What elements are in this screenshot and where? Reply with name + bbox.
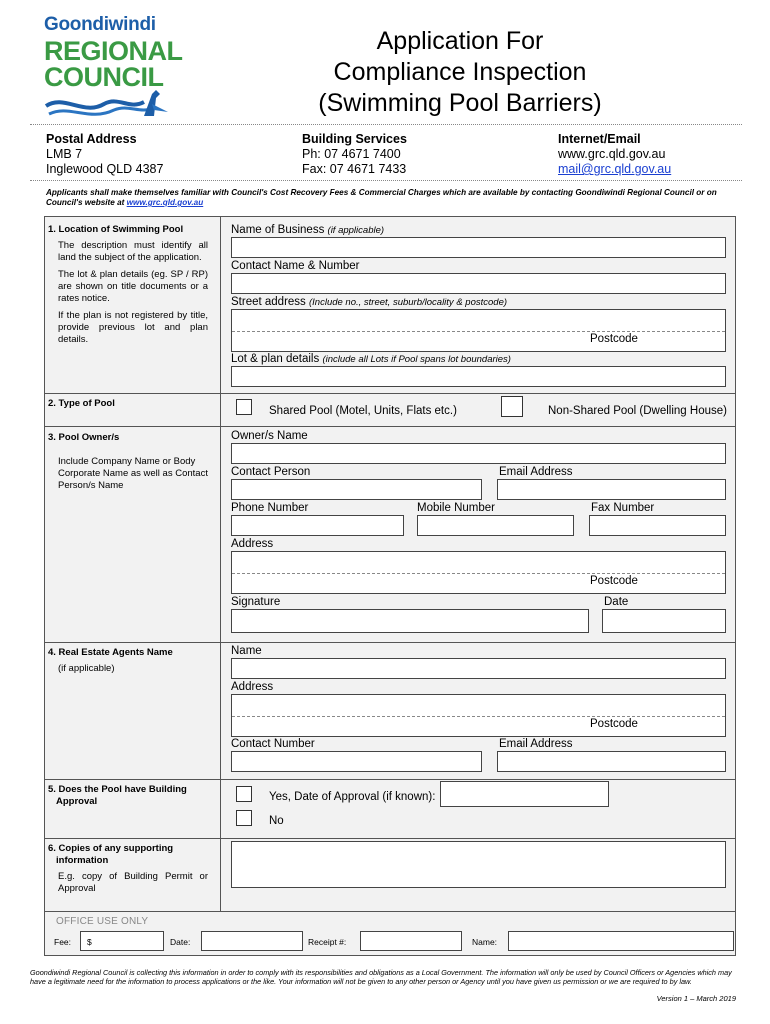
- section-divider: [44, 642, 736, 643]
- office-use-panel: [44, 912, 736, 956]
- approval-yes-label: Yes, Date of Approval (if known):: [269, 791, 436, 803]
- section-divider: [44, 779, 736, 780]
- contact-name-input[interactable]: [231, 273, 726, 294]
- section-4-info: [48, 647, 210, 675]
- divider: [30, 124, 742, 125]
- section-4-body: (if applicable): [58, 663, 115, 674]
- section-5-title-line1: 5. Does the Pool have Building: [48, 784, 187, 795]
- phone-number-input[interactable]: [231, 515, 404, 536]
- owner-address-input[interactable]: [231, 551, 726, 594]
- agent-name-label: Name: [231, 645, 262, 657]
- building-phone: Ph: 07 4671 7400: [302, 147, 401, 161]
- mobile-number-label: Mobile Number: [417, 502, 495, 514]
- receipt-label: Receipt #:: [308, 937, 347, 947]
- non-shared-pool-label: Non-Shared Pool (Dwelling House): [548, 405, 727, 417]
- section-1-para1: The description must identify all land the subject of the application.: [58, 240, 208, 263]
- council-logo: [44, 14, 183, 122]
- section-6-title-line2: information: [56, 855, 109, 866]
- lot-plan-label: [231, 353, 511, 366]
- section-5-info: [48, 784, 213, 808]
- agent-name-input[interactable]: [231, 658, 726, 679]
- section-4-title: 4. Real Estate Agents Name: [48, 647, 173, 658]
- contact-name-label: Contact Name & Number: [231, 260, 360, 272]
- owner-email-label: Email Address: [499, 466, 573, 478]
- fees-notice: [46, 188, 736, 208]
- logo-line3: COUNCIL: [44, 62, 164, 92]
- section-6-info: [48, 843, 208, 895]
- section-6-title-line1: 6. Copies of any supporting: [48, 843, 174, 854]
- office-name-input[interactable]: [508, 931, 734, 951]
- website-text: www.grc.qld.gov.au: [558, 147, 666, 161]
- owner-name-input[interactable]: [231, 443, 726, 464]
- section-1-para3: If the plan is not registered by title, provide previous lot and plan details.: [58, 310, 208, 345]
- column-divider: [220, 216, 221, 911]
- internet-email: [558, 132, 671, 177]
- title-line1: Application For: [376, 27, 544, 55]
- office-date-input[interactable]: [201, 931, 303, 951]
- signature-label: Signature: [231, 596, 281, 608]
- owner-name-label: Owner/s Name: [231, 430, 308, 442]
- fee-currency: $: [87, 937, 92, 947]
- building-fax: Fax: 07 4671 7433: [302, 162, 407, 176]
- approval-no-checkbox[interactable]: [236, 810, 252, 826]
- approval-date-input[interactable]: [440, 781, 609, 807]
- shared-pool-checkbox[interactable]: [236, 399, 252, 415]
- postcode-label: Postcode: [590, 333, 638, 345]
- section-5-title-line2: Approval: [56, 796, 98, 807]
- street-label-note: (Include no., street, suburb/locality & postcode): [309, 297, 508, 308]
- email-link[interactable]: mail@grc.qld.gov.au: [558, 162, 672, 176]
- phone-number-label: Phone Number: [231, 502, 309, 514]
- logo-line1: Goondiwindi: [44, 14, 156, 35]
- form-title: [260, 26, 660, 119]
- supporting-info-input[interactable]: [231, 841, 726, 888]
- notice-text: Applicants shall make themselves familiar with Council's Cost Recovery Fees & Commercial Charges which are available by contacting Goondiwindi Regional Council or on Council's website at: [46, 188, 717, 207]
- postal-heading: Postal Address: [46, 132, 137, 146]
- receipt-input[interactable]: [360, 931, 462, 951]
- approval-no-label: No: [269, 815, 284, 827]
- postal-line2: Inglewood QLD 4387: [46, 162, 164, 176]
- title-line3: (Swimming Pool Barriers): [318, 89, 602, 117]
- contact-person-label: Contact Person: [231, 466, 311, 478]
- logo-line2: REGIONAL: [44, 36, 183, 66]
- fax-number-label: Fax Number: [591, 502, 655, 514]
- mobile-number-input[interactable]: [417, 515, 574, 536]
- postal-line1: LMB 7: [46, 147, 83, 161]
- owner-address-label: Address: [231, 538, 274, 550]
- non-shared-pool-checkbox[interactable]: [501, 396, 523, 417]
- signature-input[interactable]: [231, 609, 589, 633]
- section-6-body: E.g. copy of Building Permit or Approval: [58, 871, 208, 894]
- fee-label: Fee:: [54, 937, 72, 947]
- office-use-title: OFFICE USE ONLY: [56, 916, 149, 927]
- lot-label-note: (include all Lots if Pool spans lot boundaries): [322, 354, 511, 365]
- signature-date-input[interactable]: [602, 609, 726, 633]
- internet-heading: Internet/Email: [558, 132, 641, 146]
- lot-plan-input[interactable]: [231, 366, 726, 387]
- section-1-info: [48, 224, 208, 346]
- river-bird-icon: [44, 86, 169, 126]
- owner-postcode-label: Postcode: [590, 575, 638, 587]
- date-label: Date: [604, 596, 629, 608]
- business-name-label: [231, 224, 384, 237]
- business-label-text: Name of Business: [231, 224, 325, 236]
- street-address-label: [231, 296, 507, 309]
- agent-address-label: Address: [231, 681, 274, 693]
- section-1-title: 1. Location of Swimming Pool: [48, 224, 184, 235]
- section-3-body: Include Company Name or Body Corporate Name as well as Contact Person/s Name: [58, 456, 208, 491]
- office-name-label: Name:: [472, 937, 498, 947]
- street-address-input[interactable]: [231, 309, 726, 352]
- section-1-para2: The lot & plan details (eg. SP / RP) are shown on title documents or a rates notice.: [58, 269, 208, 304]
- fax-number-input[interactable]: [589, 515, 726, 536]
- agent-email-input[interactable]: [497, 751, 726, 772]
- contact-person-input[interactable]: [231, 479, 482, 500]
- approval-yes-checkbox[interactable]: [236, 786, 252, 802]
- office-date-label: Date:: [170, 937, 191, 947]
- section-divider: [44, 838, 736, 839]
- section-2-title: 2. Type of Pool: [48, 398, 115, 409]
- agent-address-input[interactable]: [231, 694, 726, 737]
- version-label: Version 1 – March 2019: [656, 994, 736, 1003]
- building-heading: Building Services: [302, 132, 407, 146]
- lot-label-text: Lot & plan details: [231, 353, 320, 365]
- agent-contact-label: Contact Number: [231, 738, 315, 750]
- agent-contact-input[interactable]: [231, 751, 482, 772]
- agent-postcode-label: Postcode: [590, 718, 638, 730]
- owner-email-input[interactable]: [497, 479, 726, 500]
- shared-pool-label: Shared Pool (Motel, Units, Flats etc.): [269, 405, 457, 417]
- building-services: [302, 132, 407, 177]
- section-divider: [44, 426, 736, 427]
- website-link[interactable]: www.grc.qld.gov.au: [126, 198, 204, 207]
- business-name-input[interactable]: [231, 237, 726, 258]
- business-label-note: (if applicable): [327, 225, 385, 236]
- section-divider: [44, 393, 736, 394]
- section-3-info: [48, 432, 210, 492]
- fee-input[interactable]: [80, 931, 164, 951]
- divider: [30, 180, 742, 181]
- privacy-notice: Goondiwindi Regional Council is collecting this information in order to comply with its responsibilities and obligations as a Local Government. The information will only be used by Council Officers or Agencies which may have a legitimate need for the information to process applications or the like. Your information will not be given to any other person or Agency until you have given us permission or we are required to by law.: [30, 968, 732, 986]
- postal-address: [46, 132, 163, 177]
- street-label-text: Street address: [231, 296, 306, 308]
- section-3-title: 3. Pool Owner/s: [48, 432, 120, 443]
- agent-email-label: Email Address: [499, 738, 573, 750]
- title-line2: Compliance Inspection: [333, 58, 587, 86]
